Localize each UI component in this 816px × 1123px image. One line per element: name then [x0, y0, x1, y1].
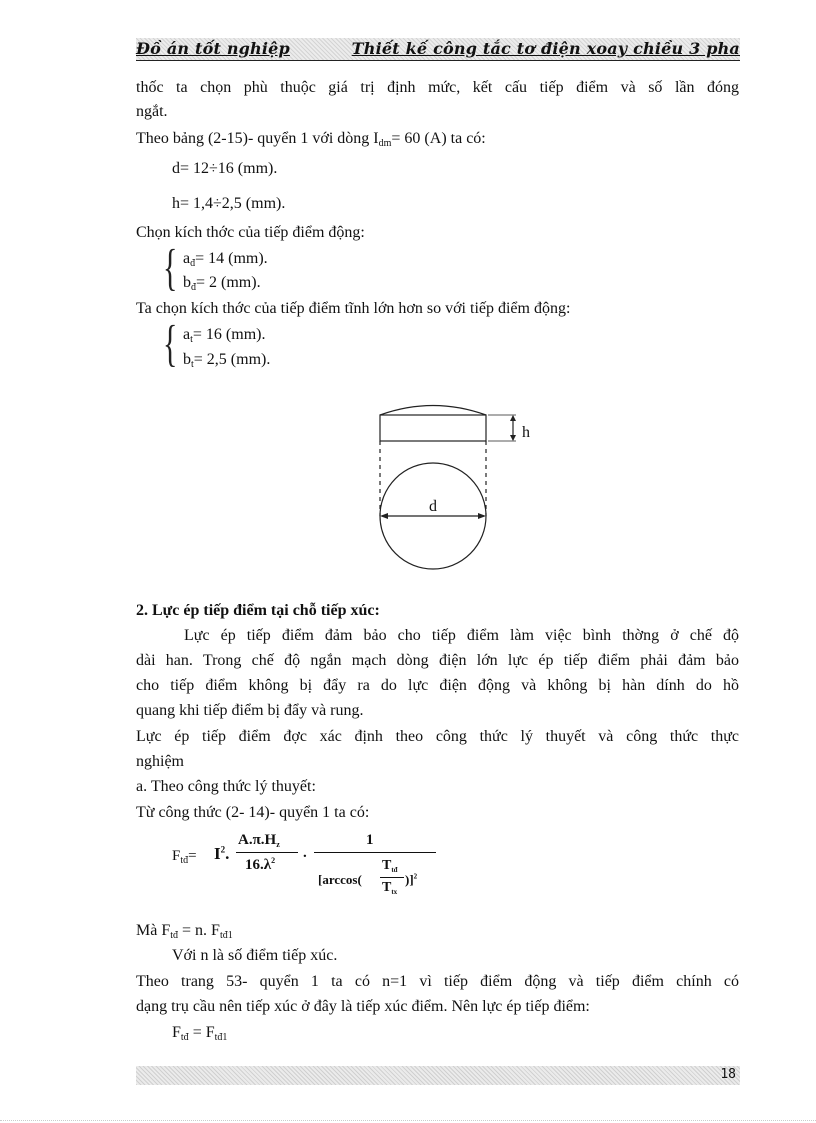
contact-dome — [380, 406, 486, 416]
fraction-bar-1 — [236, 852, 298, 853]
section-heading: 2. Lực ép tiếp điểm tại chỗ tiếp xúc: — [136, 602, 380, 619]
paragraph-line: Từ công thức (2- 14)- quyển 1 ta có: — [136, 804, 370, 821]
formula-ttx: $T_{tx}$ — [382, 880, 398, 896]
formula-num1: $A.\pi.H_z$ — [238, 832, 280, 849]
paragraph-line: cho tiếp điểm không bị đẩy ra do lực điện động và không bị hàn dính do hồ — [136, 677, 739, 694]
at-value: $a_t= 16$ (mm). — [183, 326, 266, 345]
formula-den2-close: )]$^2$ — [405, 872, 418, 887]
force-formula — [172, 828, 472, 908]
formula-den1: $16.\lambda^2$ — [245, 856, 276, 873]
left-brace-icon: { — [163, 239, 178, 296]
page-bottom-divider — [0, 1120, 816, 1121]
diameter-arrow-right — [478, 513, 486, 519]
paragraph-line: thốc ta chọn phù thuộc giá trị định mức, kết cấu tiếp điểm và số lần đóng — [136, 79, 739, 96]
formula-dot: . — [303, 845, 307, 861]
paragraph-line: Với n là số điểm tiếp xúc. — [172, 947, 338, 964]
page-footer — [136, 1066, 740, 1085]
paragraph-line: dạng trụ cầu nên tiếp xúc ở đây là tiếp xúc điểm. Nên lực ép tiếp điểm: — [136, 998, 590, 1015]
formula-current-squared: $I^2$. — [214, 844, 230, 863]
formula-lhs: $F_{tđ}=$ — [172, 848, 197, 866]
paragraph-line: nghiệm — [136, 753, 184, 770]
ad-value: $a_đ= 14$ (mm). — [183, 250, 268, 269]
diameter-arrow-left — [380, 513, 388, 519]
h-value: h= 1,4÷2,5 (mm). — [172, 195, 286, 212]
label-h: h — [522, 424, 530, 441]
subsection-heading: a. Theo công thức lý thuyết: — [136, 778, 316, 795]
paragraph-line: Chọn kích thớc của tiếp điểm động: — [136, 224, 365, 241]
header-right-title: Thiết kế công tắc tơ điện xoay chiều 3 pha — [351, 39, 740, 58]
fraction-bar-3 — [380, 877, 404, 878]
contact-diagram — [370, 398, 540, 578]
bd-value: $b_đ= 2$ (mm). — [183, 274, 261, 293]
paragraph-line: dài han. Trong chế độ ngắn mạch dòng điện lớn lực ép tiếp điểm phải đảm bảo — [136, 652, 739, 669]
label-d: d — [429, 498, 437, 515]
fraction-bar-2 — [314, 852, 436, 853]
height-arrow-top — [510, 415, 516, 421]
final-equation: $F_{tđ} = F_{tđ1}$ — [172, 1024, 228, 1043]
left-brace-icon: { — [163, 315, 178, 372]
page-number: 18 — [720, 1067, 736, 1082]
contact-top-rect — [380, 415, 486, 441]
paragraph-line: Theo bảng (2-15)- quyển 1 với dòng $I_{dm}= 60$ (A) ta có: — [136, 130, 486, 149]
paragraph-line: quang khi tiếp điểm bị đẩy và rung. — [136, 702, 364, 719]
paragraph-line: Lực ép tiếp điểm đảm bảo cho tiếp điểm làm việc bình thờng ở chế độ — [184, 627, 739, 644]
paragraph-line: Theo trang 53- quyển 1 ta có n=1 vì tiếp điểm động và tiếp điểm chính có — [136, 973, 739, 990]
bt-value: $b_t= 2,5$ (mm). — [183, 351, 271, 370]
height-arrow-bottom — [510, 435, 516, 441]
formula-den2: [arccos( — [318, 872, 362, 887]
paragraph-line: Mà $F_{tđ} = n$. $F_{tđ1}$ — [136, 922, 233, 941]
formula-ttd: $T_{tđ}$ — [382, 858, 398, 874]
paragraph-line: Ta chọn kích thớc của tiếp điểm tĩnh lớn hơn so với tiếp điểm động: — [136, 300, 571, 317]
formula-num2: 1 — [366, 832, 374, 848]
paragraph-line: Lực ép tiếp điểm đợc xác định theo công thức lý thuyết và công thức thực — [136, 728, 739, 745]
page-header — [136, 38, 740, 61]
paragraph-line: ngắt. — [136, 103, 168, 120]
d-value: d= 12÷16 (mm). — [172, 160, 278, 177]
header-left-title: Đồ án tốt nghiệp — [136, 39, 290, 58]
